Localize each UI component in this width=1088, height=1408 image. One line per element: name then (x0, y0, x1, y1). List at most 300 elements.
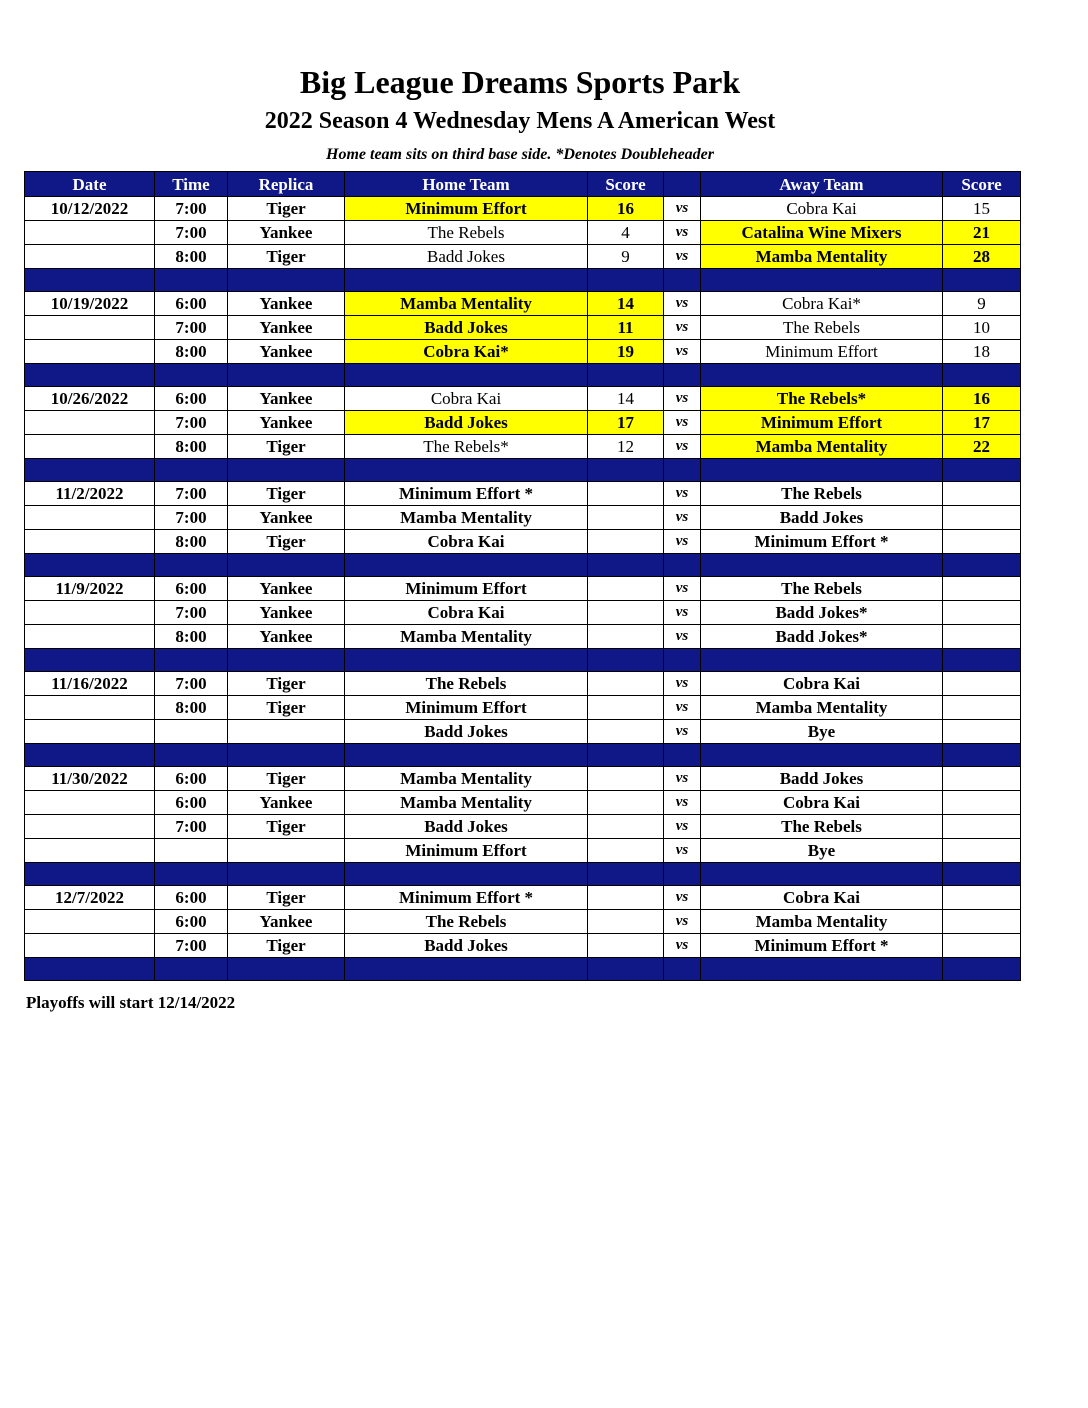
table-row (25, 387, 1021, 411)
away-team: Cobra Kai (701, 197, 943, 221)
vs-label: vs (664, 221, 701, 245)
home-team: Minimum Effort (345, 197, 588, 221)
home-score (588, 886, 664, 910)
table-row (25, 316, 1021, 340)
away-score: 17 (943, 411, 1021, 435)
home-score (588, 767, 664, 791)
schedule-note: Home team sits on third base side. *Denotes Doubleheader (326, 146, 714, 163)
game-date (25, 506, 155, 530)
home-score: 12 (588, 435, 664, 459)
game-time: 6:00 (155, 886, 228, 910)
separator-cell (664, 958, 701, 981)
game-time: 8:00 (155, 625, 228, 649)
column-header-away-score: Score (943, 172, 1021, 197)
separator-cell (228, 269, 345, 292)
separator-cell (155, 958, 228, 981)
game-date (25, 625, 155, 649)
game-date (25, 934, 155, 958)
away-score: 21 (943, 221, 1021, 245)
game-replica: Tiger (228, 435, 345, 459)
game-time: 6:00 (155, 292, 228, 316)
away-score (943, 910, 1021, 934)
away-score (943, 815, 1021, 839)
game-replica: Yankee (228, 221, 345, 245)
table-row (25, 292, 1021, 316)
game-date: 12/7/2022 (25, 886, 155, 910)
away-team: Badd Jokes (701, 767, 943, 791)
game-replica: Yankee (228, 506, 345, 530)
game-date (25, 340, 155, 364)
separator-cell (701, 863, 943, 886)
game-time: 7:00 (155, 934, 228, 958)
home-team: Cobra Kai (345, 601, 588, 625)
week-separator-row (25, 744, 1021, 767)
separator-cell (701, 554, 943, 577)
home-team: Badd Jokes (345, 720, 588, 744)
home-team: The Rebels* (345, 435, 588, 459)
vs-label: vs (664, 530, 701, 554)
away-team: Mamba Mentality (701, 245, 943, 269)
home-team: Cobra Kai* (345, 340, 588, 364)
away-team: Cobra Kai (701, 791, 943, 815)
separator-cell (943, 269, 1021, 292)
separator-cell (588, 744, 664, 767)
table-row (25, 815, 1021, 839)
separator-cell (588, 863, 664, 886)
separator-cell (155, 744, 228, 767)
game-date (25, 530, 155, 554)
away-team: Badd Jokes* (701, 625, 943, 649)
separator-cell (25, 269, 155, 292)
separator-cell (228, 958, 345, 981)
game-replica: Tiger (228, 482, 345, 506)
home-score: 9 (588, 245, 664, 269)
vs-label: vs (664, 815, 701, 839)
game-date: 11/30/2022 (25, 767, 155, 791)
page-title: Big League Dreams Sports Park (299, 64, 741, 100)
game-replica: Yankee (228, 625, 345, 649)
table-row (25, 340, 1021, 364)
game-replica: Tiger (228, 530, 345, 554)
home-team: The Rebels (345, 221, 588, 245)
separator-cell (664, 744, 701, 767)
separator-cell (345, 364, 588, 387)
vs-label: vs (664, 696, 701, 720)
vs-label: vs (664, 577, 701, 601)
table-row (25, 839, 1021, 863)
away-score (943, 791, 1021, 815)
page-subtitle: 2022 Season 4 Wednesday Mens A American West (264, 108, 776, 134)
game-date: 10/12/2022 (25, 197, 155, 221)
away-score (943, 696, 1021, 720)
table-row (25, 672, 1021, 696)
table-row (25, 221, 1021, 245)
home-team: Minimum Effort (345, 696, 588, 720)
game-replica: Yankee (228, 411, 345, 435)
game-time: 7:00 (155, 411, 228, 435)
home-team: The Rebels (345, 910, 588, 934)
game-replica: Yankee (228, 791, 345, 815)
table-row (25, 506, 1021, 530)
away-team: Bye (701, 720, 943, 744)
game-time: 8:00 (155, 245, 228, 269)
separator-cell (345, 554, 588, 577)
game-time (155, 720, 228, 744)
home-score (588, 696, 664, 720)
home-team: Minimum Effort * (345, 886, 588, 910)
separator-cell (664, 459, 701, 482)
game-date (25, 221, 155, 245)
vs-label: vs (664, 292, 701, 316)
table-header-row (25, 172, 1021, 197)
game-time: 8:00 (155, 696, 228, 720)
away-score: 10 (943, 316, 1021, 340)
game-date (25, 245, 155, 269)
away-score: 28 (943, 245, 1021, 269)
game-replica (228, 720, 345, 744)
separator-cell (345, 649, 588, 672)
game-replica: Tiger (228, 245, 345, 269)
game-date: 11/16/2022 (25, 672, 155, 696)
away-team: Badd Jokes (701, 506, 943, 530)
separator-cell (345, 863, 588, 886)
separator-cell (228, 863, 345, 886)
away-team: Minimum Effort (701, 411, 943, 435)
game-replica (228, 839, 345, 863)
away-score: 18 (943, 340, 1021, 364)
game-time: 6:00 (155, 387, 228, 411)
home-team: Badd Jokes (345, 934, 588, 958)
home-score: 14 (588, 387, 664, 411)
separator-cell (943, 554, 1021, 577)
away-score (943, 506, 1021, 530)
away-score: 22 (943, 435, 1021, 459)
home-team: Badd Jokes (345, 411, 588, 435)
home-team: Badd Jokes (345, 245, 588, 269)
separator-cell (664, 364, 701, 387)
away-team: The Rebels (701, 482, 943, 506)
separator-cell (664, 554, 701, 577)
home-score (588, 791, 664, 815)
game-time: 6:00 (155, 791, 228, 815)
week-separator-row (25, 863, 1021, 886)
separator-cell (155, 649, 228, 672)
game-time: 6:00 (155, 910, 228, 934)
vs-label: vs (664, 506, 701, 530)
separator-cell (345, 269, 588, 292)
game-date (25, 815, 155, 839)
home-score (588, 839, 664, 863)
home-score: 11 (588, 316, 664, 340)
home-score (588, 720, 664, 744)
home-score (588, 625, 664, 649)
separator-cell (345, 744, 588, 767)
column-header-away-team: Away Team (701, 172, 943, 197)
separator-cell (664, 649, 701, 672)
away-team: Minimum Effort * (701, 530, 943, 554)
column-header-vs (664, 172, 701, 197)
away-team: The Rebels (701, 316, 943, 340)
game-replica: Tiger (228, 886, 345, 910)
home-team: Mamba Mentality (345, 292, 588, 316)
separator-cell (943, 364, 1021, 387)
separator-cell (943, 459, 1021, 482)
game-replica: Tiger (228, 815, 345, 839)
game-time: 7:00 (155, 601, 228, 625)
separator-cell (943, 744, 1021, 767)
week-separator-row (25, 649, 1021, 672)
separator-cell (943, 958, 1021, 981)
away-team: Minimum Effort (701, 340, 943, 364)
home-team: Badd Jokes (345, 316, 588, 340)
separator-cell (701, 649, 943, 672)
separator-cell (701, 269, 943, 292)
game-date (25, 601, 155, 625)
separator-cell (25, 459, 155, 482)
game-time: 7:00 (155, 197, 228, 221)
game-time: 7:00 (155, 815, 228, 839)
vs-label: vs (664, 435, 701, 459)
game-time: 8:00 (155, 340, 228, 364)
away-team: Mamba Mentality (701, 696, 943, 720)
game-date (25, 411, 155, 435)
vs-label: vs (664, 387, 701, 411)
vs-label: vs (664, 839, 701, 863)
vs-label: vs (664, 482, 701, 506)
home-team: The Rebels (345, 672, 588, 696)
home-score: 16 (588, 197, 664, 221)
home-score (588, 506, 664, 530)
table-row (25, 530, 1021, 554)
playoffs-note: Playoffs will start 12/14/2022 (26, 993, 236, 1012)
away-score (943, 530, 1021, 554)
table-row (25, 411, 1021, 435)
separator-cell (943, 863, 1021, 886)
game-replica: Yankee (228, 577, 345, 601)
game-date (25, 791, 155, 815)
table-row (25, 577, 1021, 601)
game-time: 8:00 (155, 435, 228, 459)
away-team: Cobra Kai* (701, 292, 943, 316)
game-date: 11/9/2022 (25, 577, 155, 601)
game-time: 6:00 (155, 577, 228, 601)
table-row (25, 767, 1021, 791)
separator-cell (664, 269, 701, 292)
column-header-replica: Replica (228, 172, 345, 197)
vs-label: vs (664, 910, 701, 934)
game-date: 10/19/2022 (25, 292, 155, 316)
away-score (943, 625, 1021, 649)
game-date (25, 696, 155, 720)
separator-cell (228, 649, 345, 672)
home-score (588, 577, 664, 601)
home-score (588, 530, 664, 554)
away-team: The Rebels* (701, 387, 943, 411)
separator-cell (155, 554, 228, 577)
game-date (25, 720, 155, 744)
column-header-date: Date (25, 172, 155, 197)
separator-cell (588, 554, 664, 577)
vs-label: vs (664, 720, 701, 744)
away-team: Catalina Wine Mixers (701, 221, 943, 245)
game-replica: Yankee (228, 340, 345, 364)
game-time: 7:00 (155, 221, 228, 245)
separator-cell (228, 744, 345, 767)
table-row (25, 720, 1021, 744)
vs-label: vs (664, 625, 701, 649)
separator-cell (25, 649, 155, 672)
away-score (943, 839, 1021, 863)
schedule-table (24, 171, 1021, 981)
vs-label: vs (664, 601, 701, 625)
separator-cell (701, 459, 943, 482)
home-team: Minimum Effort (345, 839, 588, 863)
home-team: Badd Jokes (345, 815, 588, 839)
game-replica: Yankee (228, 387, 345, 411)
separator-cell (228, 364, 345, 387)
separator-cell (345, 958, 588, 981)
vs-label: vs (664, 672, 701, 696)
vs-label: vs (664, 245, 701, 269)
separator-cell (25, 863, 155, 886)
vs-label: vs (664, 340, 701, 364)
game-time: 7:00 (155, 316, 228, 340)
home-score: 19 (588, 340, 664, 364)
table-row (25, 625, 1021, 649)
away-team: Cobra Kai (701, 886, 943, 910)
table-row (25, 934, 1021, 958)
table-row (25, 197, 1021, 221)
schedule-body (25, 197, 1021, 981)
home-score (588, 672, 664, 696)
game-date (25, 839, 155, 863)
home-score (588, 601, 664, 625)
away-score (943, 482, 1021, 506)
vs-label: vs (664, 197, 701, 221)
away-team: Bye (701, 839, 943, 863)
separator-cell (155, 863, 228, 886)
game-time: 8:00 (155, 530, 228, 554)
table-row (25, 696, 1021, 720)
game-replica: Tiger (228, 696, 345, 720)
separator-cell (588, 958, 664, 981)
home-score (588, 815, 664, 839)
game-replica: Tiger (228, 934, 345, 958)
separator-cell (25, 744, 155, 767)
table-row (25, 245, 1021, 269)
home-team: Mamba Mentality (345, 625, 588, 649)
separator-cell (25, 958, 155, 981)
game-replica: Yankee (228, 910, 345, 934)
separator-cell (701, 744, 943, 767)
game-time: 7:00 (155, 506, 228, 530)
vs-label: vs (664, 886, 701, 910)
away-score: 15 (943, 197, 1021, 221)
game-date (25, 435, 155, 459)
away-score (943, 886, 1021, 910)
separator-cell (943, 649, 1021, 672)
separator-cell (588, 269, 664, 292)
separator-cell (664, 863, 701, 886)
table-row (25, 435, 1021, 459)
game-time: 7:00 (155, 482, 228, 506)
home-team: Mamba Mentality (345, 767, 588, 791)
separator-cell (588, 459, 664, 482)
column-header-home-score: Score (588, 172, 664, 197)
table-row (25, 791, 1021, 815)
week-separator-row (25, 958, 1021, 981)
vs-label: vs (664, 791, 701, 815)
game-replica: Tiger (228, 197, 345, 221)
away-score (943, 934, 1021, 958)
home-score: 17 (588, 411, 664, 435)
table-row (25, 601, 1021, 625)
separator-cell (228, 554, 345, 577)
game-replica: Yankee (228, 601, 345, 625)
separator-cell (155, 364, 228, 387)
separator-cell (155, 269, 228, 292)
separator-cell (25, 364, 155, 387)
game-date: 11/2/2022 (25, 482, 155, 506)
game-time: 6:00 (155, 767, 228, 791)
away-score: 16 (943, 387, 1021, 411)
separator-cell (155, 459, 228, 482)
away-team: Minimum Effort * (701, 934, 943, 958)
away-score (943, 577, 1021, 601)
away-team: The Rebels (701, 577, 943, 601)
table-row (25, 910, 1021, 934)
game-replica: Yankee (228, 316, 345, 340)
home-score (588, 934, 664, 958)
column-header-time: Time (155, 172, 228, 197)
separator-cell (588, 649, 664, 672)
home-team: Minimum Effort (345, 577, 588, 601)
game-time: 7:00 (155, 672, 228, 696)
table-row (25, 886, 1021, 910)
away-score (943, 720, 1021, 744)
separator-cell (345, 459, 588, 482)
away-team: The Rebels (701, 815, 943, 839)
home-team: Cobra Kai (345, 530, 588, 554)
separator-cell (588, 364, 664, 387)
away-team: Mamba Mentality (701, 435, 943, 459)
home-team: Mamba Mentality (345, 791, 588, 815)
table-row (25, 482, 1021, 506)
game-replica: Tiger (228, 767, 345, 791)
vs-label: vs (664, 934, 701, 958)
home-score: 14 (588, 292, 664, 316)
game-replica: Yankee (228, 292, 345, 316)
away-score: 9 (943, 292, 1021, 316)
vs-label: vs (664, 316, 701, 340)
away-score (943, 601, 1021, 625)
separator-cell (228, 459, 345, 482)
home-score (588, 910, 664, 934)
away-team: Cobra Kai (701, 672, 943, 696)
home-score: 4 (588, 221, 664, 245)
game-date: 10/26/2022 (25, 387, 155, 411)
game-time (155, 839, 228, 863)
home-team: Minimum Effort * (345, 482, 588, 506)
game-date (25, 316, 155, 340)
separator-cell (25, 554, 155, 577)
week-separator-row (25, 554, 1021, 577)
away-score (943, 767, 1021, 791)
separator-cell (701, 958, 943, 981)
home-team: Mamba Mentality (345, 506, 588, 530)
home-team: Cobra Kai (345, 387, 588, 411)
vs-label: vs (664, 767, 701, 791)
